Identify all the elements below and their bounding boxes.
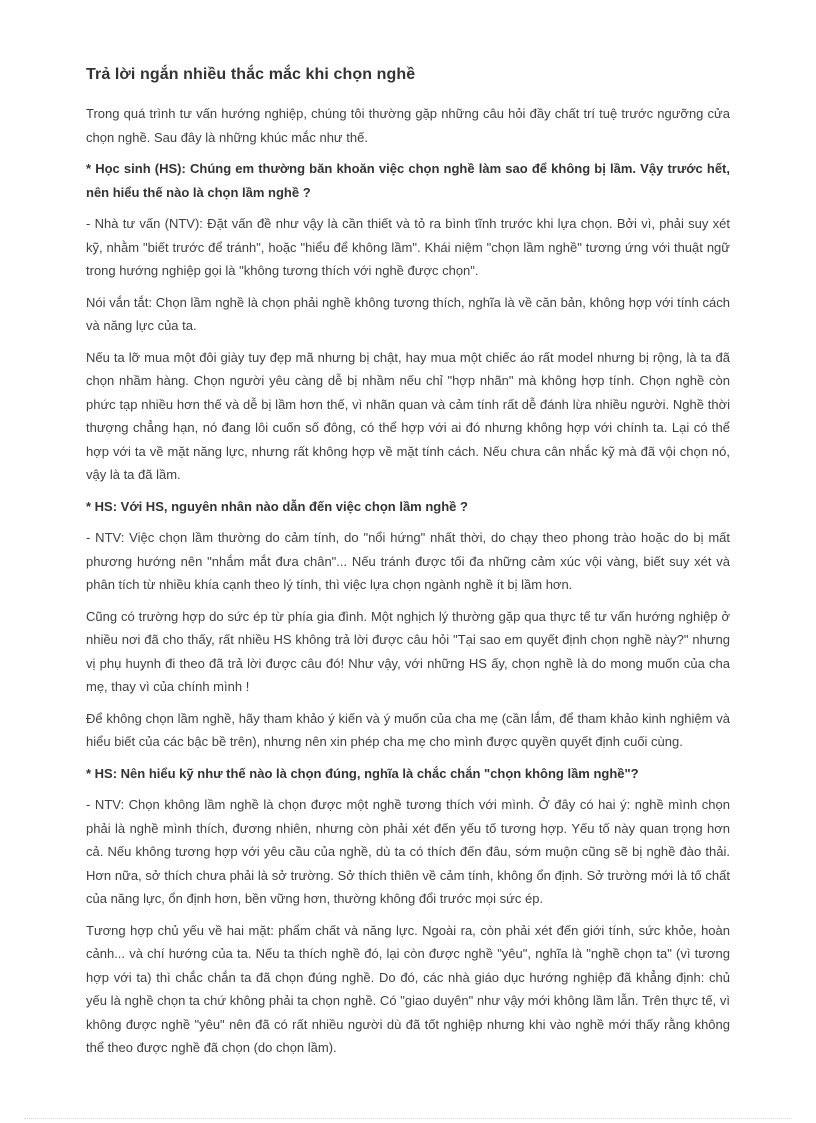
document-body: [86, 66, 730, 1068]
answer-2-paragraph-2: Cũng có trường hợp do sức ép từ phía gia đình. Một nghịch lý thường gặp qua thực tế tư vấn hướng nghiệp ở nhiều nơi đã cho thấy, rất nhiều HS không trả lời được câu hỏi "Tại sao em quyết định chọn nghề này?" nhưng vị phụ huynh đi theo đã trả lời được câu đó! Như vậy, với những HS ấy, chọn nghề là do mong muốn của cha mẹ, thay vì của chính mình !: [86, 608, 730, 694]
answer-2-paragraph-1: - NTV: Việc chọn lầm thường do cảm tính, do "nổi hứng" nhất thời, do chạy theo phong trào hoặc do bị mất phương hướng nên "nhắm mắt đưa chân"... Nếu tránh được tối đa những cảm xúc vội vàng, biết suy xét và phân tích từ nhiều khía cạnh theo lý tính, thì việc lựa chọn ngành nghề ít bị lầm hơn.: [86, 530, 730, 592]
question-2: * HS: Với HS, nguyên nhân nào dẫn đến việc chọn lầm nghề ?: [86, 498, 468, 514]
article-title: Trả lời ngắn nhiều thắc mắc khi chọn nghề: [86, 66, 416, 83]
intro-paragraph: Trong quá trình tư vấn hướng nghiệp, chúng tôi thường gặp những câu hỏi đầy chất trí tuệ trước ngưỡng cửa chọn nghề. Sau đây là những khúc mắc như thế.: [86, 106, 730, 145]
answer-1-paragraph-3: Nếu ta lỡ mua một đôi giày tuy đẹp mã nhưng bị chật, hay mua một chiếc áo rất model nhưng bị rộng, là ta đã chọn nhầm hàng. Chọn người yêu càng dễ bị nhầm nếu chỉ "hợp nhãn" mà không hợp tính. Chọn nghề còn phức tạp nhiều hơn thế và dễ bị lầm hơn thế, vì nhãn quan và cảm tính rất dễ đánh lừa nhiều người. Nghề thời thượng chẳng hạn, nó đang lôi cuốn số đông, có thể hợp với ai đó nhưng không hợp với chính ta. Lại có thể hợp với ta về mặt năng lực, nhưng rất không hợp về mặt tính cách. Nếu chưa cân nhắc kỹ mà đã vội chọn nó, vậy là ta đã lầm.: [86, 349, 730, 482]
page-bottom-divider: [24, 1118, 792, 1119]
answer-3-paragraph-1: - NTV: Chọn không lầm nghề là chọn được một nghề tương thích với mình. Ở đây có hai ý: nghề mình chọn phải là nghề mình thích, đương nhiên, nhưng còn phải xét đến yếu tố tương hợp. Yếu tố này quan trọng hơn cả. Nếu không tương hợp với yêu cầu của nghề, dù ta có thích đến đâu, sớm muộn cũng sẽ bị nghề đào thải. Hơn nữa, sở thích chưa phải là sở trường. Sở thích thiên về cảm tính, không ổn định. Sở trường mới là tố chất của năng lực, ổn định hơn, bền vững hơn, thường không đổi trước mọi sức ép.: [86, 797, 730, 906]
answer-2-paragraph-3: Để không chọn lầm nghề, hãy tham khảo ý kiến và ý muốn của cha mẹ (cần lắm, để tham khảo kinh nghiệm và hiểu biết của các bậc bề trên), nhưng nên xin phép cha mẹ cho mình được quyền quyết định cuối cùng.: [86, 710, 730, 749]
answer-3-paragraph-2: Tương hợp chủ yếu về hai mặt: phẩm chất và năng lực. Ngoài ra, còn phải xét đến giới tính, sức khỏe, hoàn cảnh... và chí hướng của ta. Nếu ta thích nghề đó, lại còn được nghề "yêu", nghĩa là "nghề chọn ta" (vì tương hợp với ta) thì chắc chắn ta đã chọn đúng nghề. Do đó, các nhà giáo dục hướng nghiệp đã khẳng định: chủ yếu là nghề chọn ta chứ không phải ta chọn nghề. Có "giao duyên" như vậy mới không lầm lẫn. Trên thực tế, vì không được nghề "yêu" nên đã có rất nhiều người dù đã tốt nghiệp nhưng khi vào nghề mới thấy rằng không thể theo được nghề đã chọn (do chọn lầm).: [86, 922, 730, 1055]
question-3: * HS: Nên hiểu kỹ như thế nào là chọn đúng, nghĩa là chắc chắn "chọn không lầm nghề"?: [86, 765, 639, 781]
answer-1-paragraph-1: - Nhà tư vấn (NTV): Đặt vấn đề như vậy là cần thiết và tỏ ra bình tĩnh trước khi lựa chọn. Bởi vì, phải suy xét kỹ, nhằm "biết trước để tránh", hoặc "hiểu để không lầm". Khái niệm "chọn lầm nghề" tương ứng với thuật ngữ trong hướng nghiệp gọi là "không tương thích với nghề được chọn".: [86, 216, 730, 278]
question-1: * Học sinh (HS): Chúng em thường băn khoăn việc chọn nghề làm sao để không bị lầm. Vậy trước hết, nên hiểu thế nào là chọn lầm nghề ?: [86, 161, 730, 200]
answer-1-paragraph-2: Nói vắn tắt: Chọn lầm nghề là chọn phải nghề không tương thích, nghĩa là về căn bản, không hợp với tính cách và năng lực của ta.: [86, 294, 730, 333]
